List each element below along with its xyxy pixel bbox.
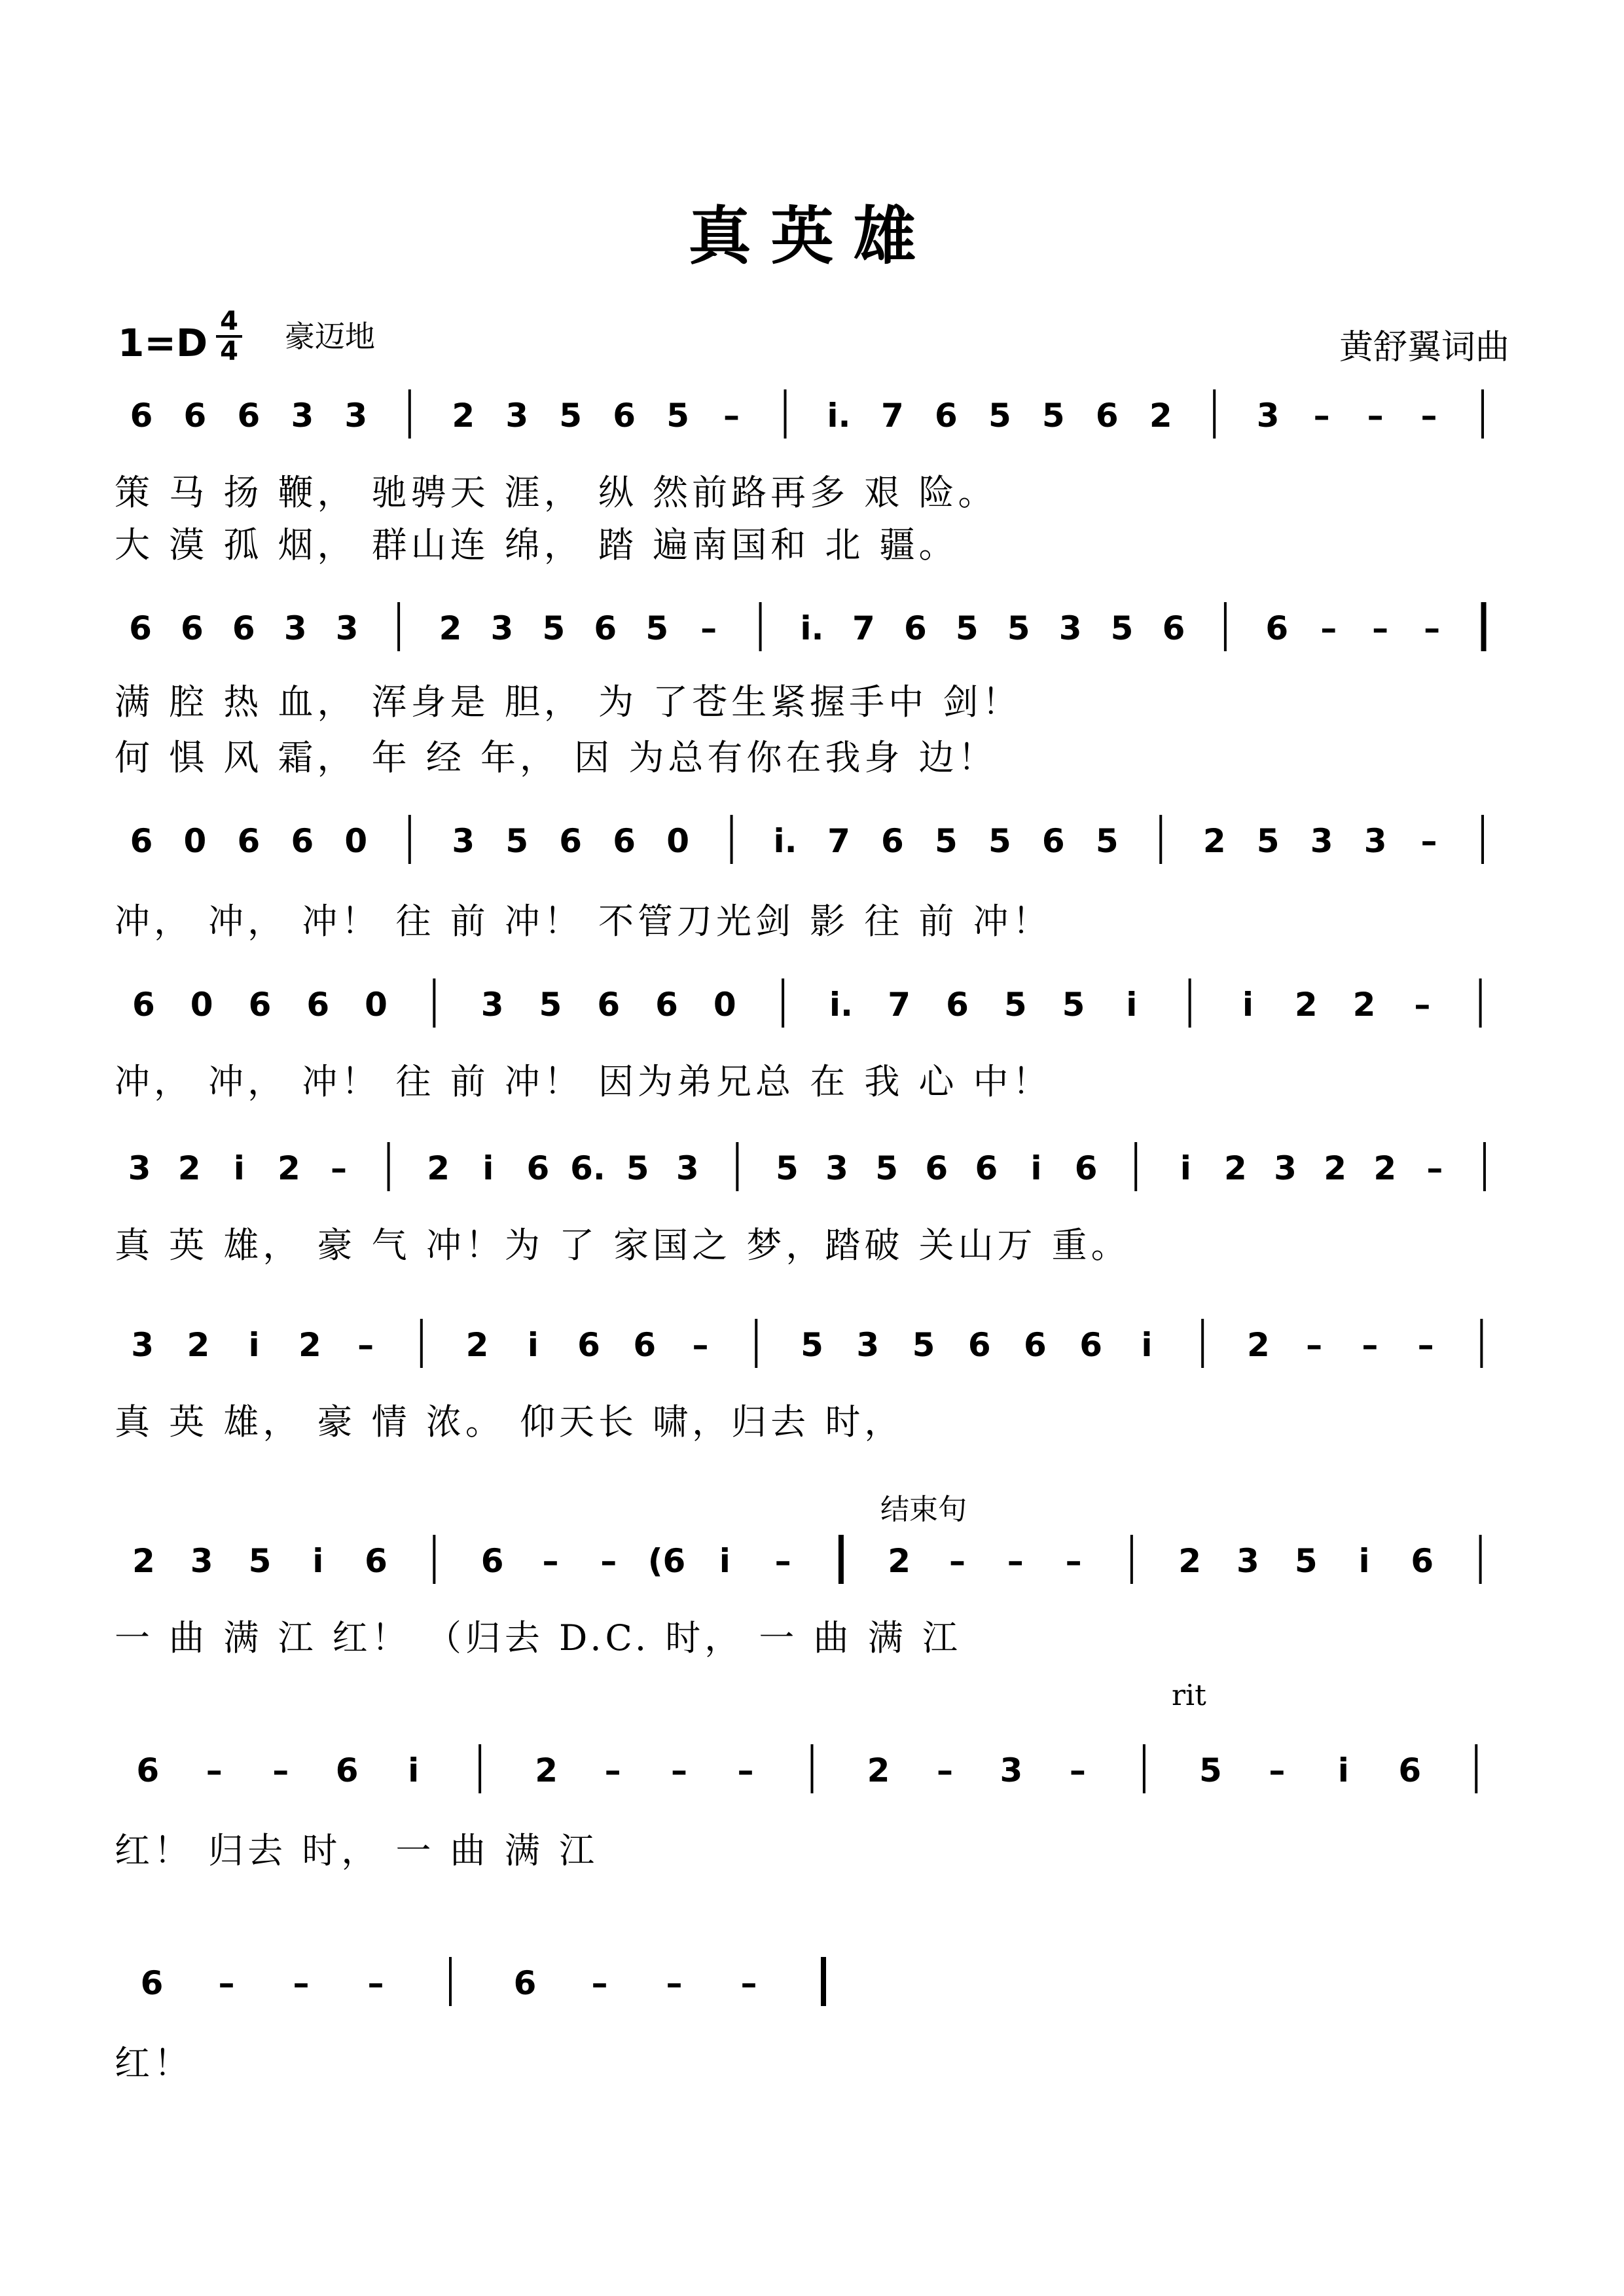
note: 3	[291, 397, 314, 435]
note: 2	[1352, 986, 1376, 1024]
note: i.	[773, 822, 797, 860]
notation-svg	[115, 386, 1509, 445]
note: –	[723, 397, 740, 435]
note: –	[1069, 1751, 1086, 1789]
note: 2	[867, 1751, 890, 1789]
note: 5	[645, 609, 669, 647]
note: –	[666, 1964, 683, 2002]
note: 6	[1162, 609, 1185, 647]
note: 3	[480, 986, 504, 1024]
note: –	[357, 1326, 374, 1364]
lyric-line: 大 漠 孤 烟， 群山连 绵， 踏 遍南国和 北 疆。	[115, 524, 958, 565]
note: 6	[513, 1964, 537, 2002]
lyric-line: 真 英 雄， 豪 情 浓。 仰天长 啸，归去 时，	[115, 1401, 904, 1443]
key-signature: 1=D	[118, 321, 208, 365]
note: –	[1269, 1751, 1286, 1789]
note: i	[1242, 986, 1254, 1024]
note: 6	[130, 822, 153, 860]
rit-mark: rit	[1172, 1679, 1206, 1712]
note: –	[1313, 397, 1330, 435]
note: 5	[935, 822, 958, 860]
note: 5	[875, 1149, 899, 1187]
note: –	[671, 1751, 688, 1789]
note: –	[692, 1326, 709, 1364]
notation-svg	[115, 1316, 1509, 1374]
note: i	[1141, 1326, 1153, 1364]
note: 6	[903, 609, 927, 647]
note: i	[1180, 1149, 1191, 1187]
note: –	[700, 609, 717, 647]
note: –	[1426, 1149, 1443, 1187]
note: 2	[187, 1326, 210, 1364]
note: 5	[666, 397, 689, 435]
note: i	[1358, 1542, 1370, 1580]
song-title: 真英雄	[688, 199, 936, 273]
note: 6	[613, 822, 636, 860]
note: –	[542, 1542, 559, 1580]
note: 5	[1007, 609, 1030, 647]
note: 6	[183, 397, 207, 435]
note: 0	[344, 822, 368, 860]
note: 3	[1274, 1149, 1297, 1187]
lyric-line: 策 马 扬 鞭， 驰骋天 涯， 纵 然前路再多 艰 险。	[115, 472, 998, 513]
note: 2	[535, 1751, 558, 1789]
note: 6	[180, 609, 204, 647]
note: 6	[1095, 397, 1119, 435]
note: 6	[925, 1149, 948, 1187]
note: 2	[465, 1326, 489, 1364]
note: 6	[1041, 822, 1065, 860]
note: 6	[975, 1149, 998, 1187]
note: 5	[1294, 1542, 1318, 1580]
note: 2	[1373, 1149, 1397, 1187]
note: 5	[1062, 986, 1085, 1024]
note: 5	[1110, 609, 1134, 647]
note: 6.	[570, 1149, 605, 1187]
note: 5	[505, 822, 529, 860]
note: 5	[542, 609, 566, 647]
note: 3	[676, 1149, 699, 1187]
note: 6	[633, 1326, 657, 1364]
notation-line	[115, 1139, 1509, 1198]
note: 5	[1256, 822, 1280, 860]
note: 3	[131, 1326, 154, 1364]
note: –	[206, 1751, 223, 1789]
note: 3	[1236, 1542, 1259, 1580]
note: 7	[827, 822, 850, 860]
note: 3	[505, 397, 529, 435]
note: 3	[1058, 609, 1082, 647]
note: 2	[1294, 986, 1318, 1024]
note: 3	[1310, 822, 1333, 860]
note: –	[1065, 1542, 1082, 1580]
note: 3	[856, 1326, 880, 1364]
notation-svg	[115, 812, 1509, 870]
notation-svg	[115, 599, 1509, 658]
note: 5	[776, 1149, 799, 1187]
note: 3	[1363, 822, 1387, 860]
lyric-line: 红！ 归去 时， 一 曲 满 江	[115, 1830, 598, 1871]
note: 6	[967, 1326, 991, 1364]
note: i	[1126, 986, 1138, 1024]
note: 6	[526, 1149, 550, 1187]
notation-svg	[115, 1532, 1509, 1590]
note: 2	[1224, 1149, 1247, 1187]
note: 3	[490, 609, 514, 647]
note: 3	[190, 1542, 213, 1580]
note: –	[1367, 397, 1384, 435]
note: 3	[825, 1149, 848, 1187]
note: i.	[829, 986, 853, 1024]
note: 5	[1095, 822, 1119, 860]
note: 6	[140, 1964, 164, 2002]
note: 6	[1265, 609, 1289, 647]
lyric-line: 红！	[115, 2043, 193, 2084]
notation-svg	[115, 975, 1509, 1034]
note: 2	[1178, 1542, 1202, 1580]
note: 3	[335, 609, 359, 647]
note: –	[272, 1751, 289, 1789]
note: –	[1420, 397, 1437, 435]
notation-line	[115, 975, 1509, 1034]
note: 5	[1003, 986, 1027, 1024]
note: i	[1030, 1149, 1042, 1187]
notation-svg	[115, 1139, 1509, 1198]
note: 2	[888, 1542, 911, 1580]
note: 6	[1398, 1751, 1422, 1789]
note: –	[604, 1751, 621, 1789]
note: 5	[912, 1326, 935, 1364]
note: 6	[655, 986, 678, 1024]
time-signature-bottom: 4	[216, 335, 242, 365]
note: 6	[881, 822, 904, 860]
note: 2	[1149, 397, 1172, 435]
note: 6	[1411, 1542, 1434, 1580]
note: 0	[365, 986, 388, 1024]
note: –	[600, 1542, 617, 1580]
note: 5	[955, 609, 979, 647]
note: 6	[248, 986, 272, 1024]
note: 5	[626, 1149, 649, 1187]
note: 5	[1199, 1751, 1222, 1789]
notation-line	[115, 812, 1509, 870]
note: –	[948, 1542, 965, 1580]
note: i	[719, 1542, 731, 1580]
note: 3	[1256, 397, 1280, 435]
tempo-mark: 豪迈地	[285, 319, 375, 354]
notation-line	[115, 1316, 1509, 1374]
note: 5	[988, 822, 1011, 860]
note: –	[1320, 609, 1337, 647]
lyric-line: 何 惧 风 霜， 年 经 年， 因 为总有你在我身 边！	[115, 737, 998, 778]
note: 0	[190, 986, 213, 1024]
note: 6	[335, 1751, 359, 1789]
note: –	[1007, 1542, 1024, 1580]
note: 6	[480, 1542, 504, 1580]
note: –	[218, 1964, 235, 2002]
time-signature-top: 4	[220, 306, 238, 336]
note: –	[1420, 822, 1437, 860]
note: 6	[129, 609, 152, 647]
notation-svg	[115, 1741, 1509, 1800]
note: 6	[291, 822, 314, 860]
note: –	[1417, 1326, 1434, 1364]
note: (6	[647, 1542, 686, 1580]
note: –	[1372, 609, 1389, 647]
note: –	[367, 1964, 384, 2002]
note: i	[1337, 1751, 1349, 1789]
note: 3	[1000, 1751, 1023, 1789]
note: 2	[1247, 1326, 1270, 1364]
note: 6	[577, 1326, 600, 1364]
note: 6	[237, 397, 261, 435]
note: 6	[1074, 1149, 1098, 1187]
note: 6	[1079, 1326, 1103, 1364]
note: 6	[935, 397, 958, 435]
note: 6	[559, 822, 583, 860]
note: 5	[539, 986, 562, 1024]
note: 0	[183, 822, 207, 860]
note: 5	[1041, 397, 1065, 435]
note: 6	[132, 986, 155, 1024]
note: 7	[881, 397, 904, 435]
note: 6	[237, 822, 261, 860]
note: i.	[827, 397, 851, 435]
note: 5	[559, 397, 583, 435]
note: i	[312, 1542, 324, 1580]
note: i	[233, 1149, 245, 1187]
note: –	[740, 1964, 757, 2002]
note: 5	[801, 1326, 823, 1364]
lyric-line: 一 曲 满 江 红！ （归去 D.C. 时， 一 曲 满 江	[115, 1617, 962, 1659]
note: 5	[988, 397, 1011, 435]
note: 2	[298, 1326, 321, 1364]
composer-credit: 黄舒翼词曲	[1339, 328, 1509, 367]
note: 6	[130, 397, 153, 435]
note: 2	[1202, 822, 1226, 860]
note: 2	[1324, 1149, 1347, 1187]
note: –	[1424, 609, 1441, 647]
note: 2	[177, 1149, 201, 1187]
note: 6	[597, 986, 621, 1024]
notation-line	[115, 1532, 1509, 1590]
lyric-line: 真 英 雄， 豪 气 冲！为 了 家国之 梦，踏破 关山万 重。	[115, 1225, 1130, 1266]
note: 6	[613, 397, 636, 435]
note: 6	[946, 986, 969, 1024]
note: 3	[452, 822, 475, 860]
note: 0	[713, 986, 736, 1024]
note: 7	[852, 609, 875, 647]
note: 6	[594, 609, 617, 647]
lyric-line: 冲， 冲， 冲！ 往 前 冲！ 因为弟兄总 在 我 心 中！	[115, 1061, 1052, 1102]
note: 3	[283, 609, 307, 647]
note: 6	[365, 1542, 388, 1580]
note: 6	[1024, 1326, 1047, 1364]
note: 7	[888, 986, 911, 1024]
note: –	[737, 1751, 754, 1789]
lyric-line: 满 腔 热 血， 浑身是 胆， 为 了苍生紧握手中 剑！	[115, 681, 1022, 723]
note: 2	[439, 609, 462, 647]
note: –	[1306, 1326, 1323, 1364]
note: i	[482, 1149, 494, 1187]
note: 2	[427, 1149, 450, 1187]
note: –	[330, 1149, 347, 1187]
note: 2	[277, 1149, 300, 1187]
note: –	[936, 1751, 953, 1789]
note: –	[591, 1964, 608, 2002]
notation-line	[115, 1741, 1509, 1800]
notation-svg	[115, 1954, 861, 2013]
note: 3	[344, 397, 368, 435]
note: i	[527, 1326, 539, 1364]
note: 6	[232, 609, 255, 647]
notation-line	[115, 386, 1509, 445]
note: 6	[136, 1751, 160, 1789]
note: 5	[248, 1542, 272, 1580]
note: 6	[306, 986, 330, 1024]
ending-label: 结束句	[880, 1493, 967, 1526]
note: –	[293, 1964, 310, 2002]
note: i	[408, 1751, 420, 1789]
note: i.	[800, 609, 824, 647]
note: i	[248, 1326, 260, 1364]
notation-line	[115, 599, 1509, 658]
note: –	[1362, 1326, 1379, 1364]
note: 2	[452, 397, 475, 435]
note: 2	[132, 1542, 155, 1580]
time-signature	[216, 308, 242, 365]
notation-line	[115, 1954, 1509, 2013]
note: –	[1414, 986, 1431, 1024]
note: –	[774, 1542, 791, 1580]
note: 0	[666, 822, 689, 860]
note: 3	[128, 1149, 151, 1187]
lyric-line: 冲， 冲， 冲！ 往 前 冲！ 不管刀光剑 影 往 前 冲！	[115, 901, 1052, 942]
